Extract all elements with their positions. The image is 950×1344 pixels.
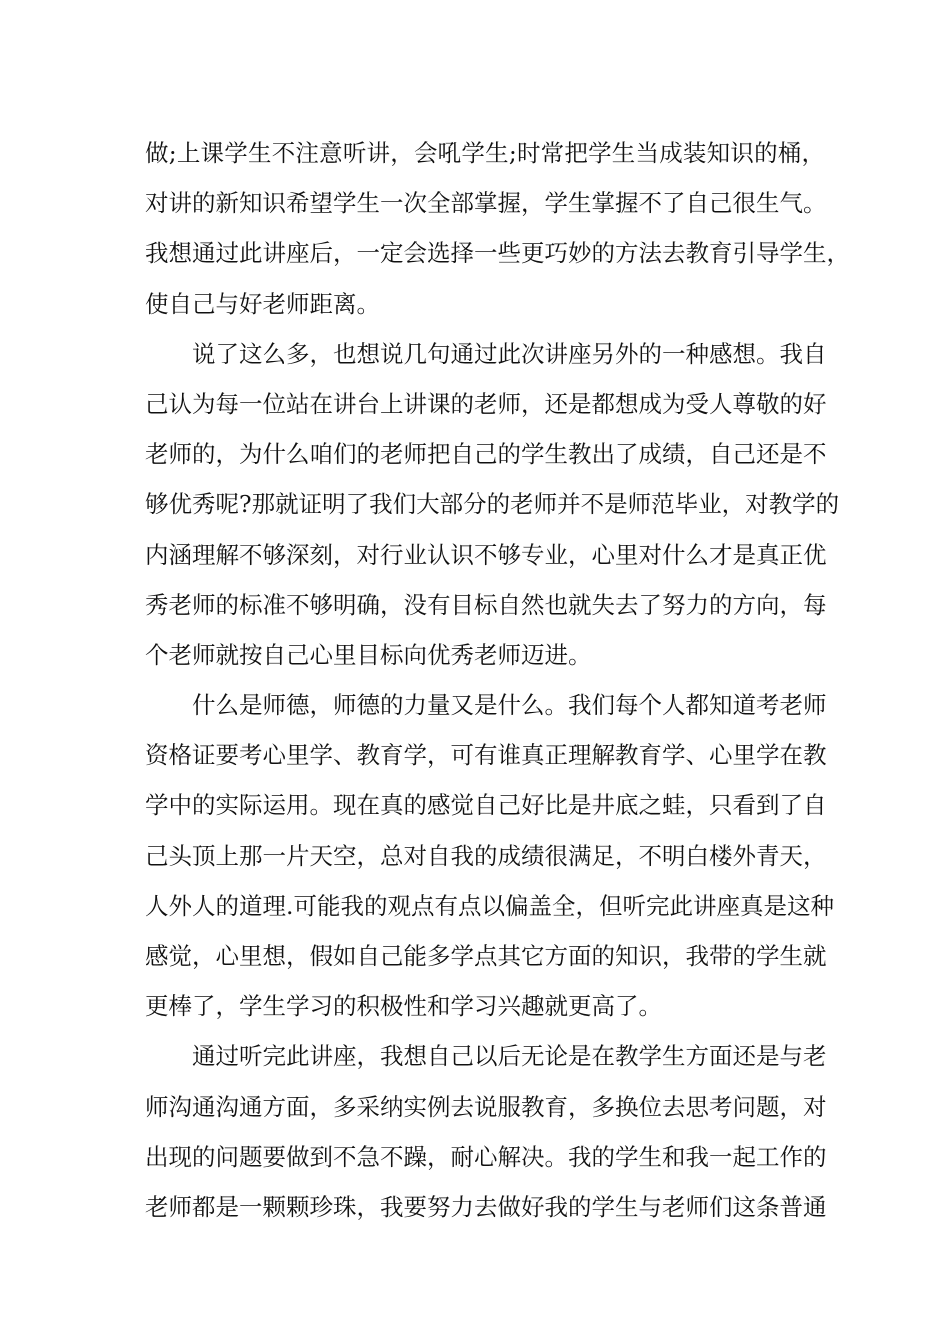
text-line: 己认为每一位站在讲台上讲课的老师，还是都想成为受人尊敬的好 xyxy=(145,389,827,418)
text-line: 使自己与好老师距离。 xyxy=(145,289,380,318)
text-line: 什么是师德，师德的力量又是什么。我们每个人都知道考老师 xyxy=(192,691,827,720)
paragraph-2 xyxy=(145,329,840,680)
text-line: 老师的，为什么咱们的老师把自己的学生教出了成绩，自己还是不 xyxy=(145,440,827,469)
text-line: 资格证要考心里学、教育学，可有谁真正理解教育学、心里学在教 xyxy=(145,741,827,770)
paragraph-4 xyxy=(145,1031,825,1232)
text-line: 做;上课学生不注意听讲，会吼学生;时常把学生当成装知识的桶， xyxy=(145,139,825,167)
text-line: 内涵理解不够深刻，对行业认识不够专业，心里对什么才是真正优 xyxy=(145,540,827,569)
text-line: 个老师就按自己心里目标向优秀老师迈进。 xyxy=(145,640,592,669)
text-line: 通过听完此讲座，我想自己以后无论是在教学生方面还是与老 xyxy=(192,1042,827,1071)
text-line: 师沟通沟通方面，多采纳实例去说服教育，多换位去思考问题，对 xyxy=(145,1092,827,1121)
document-body xyxy=(145,128,850,1232)
text-line: 更棒了，学生学习的积极性和学习兴趣就更高了。 xyxy=(145,992,662,1021)
text-line: 够优秀呢?那就证明了我们大部分的老师并不是师范毕业，对教学的 xyxy=(145,490,840,519)
text-line: 我想通过此讲座后，一定会选择一些更巧妙的方法去教育引导学生， xyxy=(145,239,850,268)
text-line: 秀老师的标准不够明确，没有目标自然也就失去了努力的方向，每 xyxy=(145,590,827,619)
text-line: 出现的问题要做到不急不躁，耐心解决。我的学生和我一起工作的 xyxy=(145,1142,827,1171)
text-line: 学中的实际运用。现在真的感觉自己好比是井底之蛙，只看到了自 xyxy=(145,791,827,820)
text-line: 老师都是一颗颗珍珠，我要努力去做好我的学生与老师们这条普通 xyxy=(145,1192,827,1221)
text-line: 感觉，心里想，假如自己能多学点其它方面的知识，我带的学生就 xyxy=(145,942,827,970)
text-line: 人外人的道理.可能我的观点有点以偏盖全，但听完此讲座真是这种 xyxy=(145,891,834,920)
text-line: 对讲的新知识希望学生一次全部掌握，学生掌握不了自己很生气。 xyxy=(145,189,827,218)
paragraph-1 xyxy=(145,128,850,329)
paragraph-3 xyxy=(145,680,834,1031)
text-line: 说了这么多，也想说几句通过此次讲座另外的一种感想。我自 xyxy=(192,339,827,368)
text-line: 己头顶上那一片天空，总对自我的成绩很满足，不明白楼外青天， xyxy=(145,841,827,870)
